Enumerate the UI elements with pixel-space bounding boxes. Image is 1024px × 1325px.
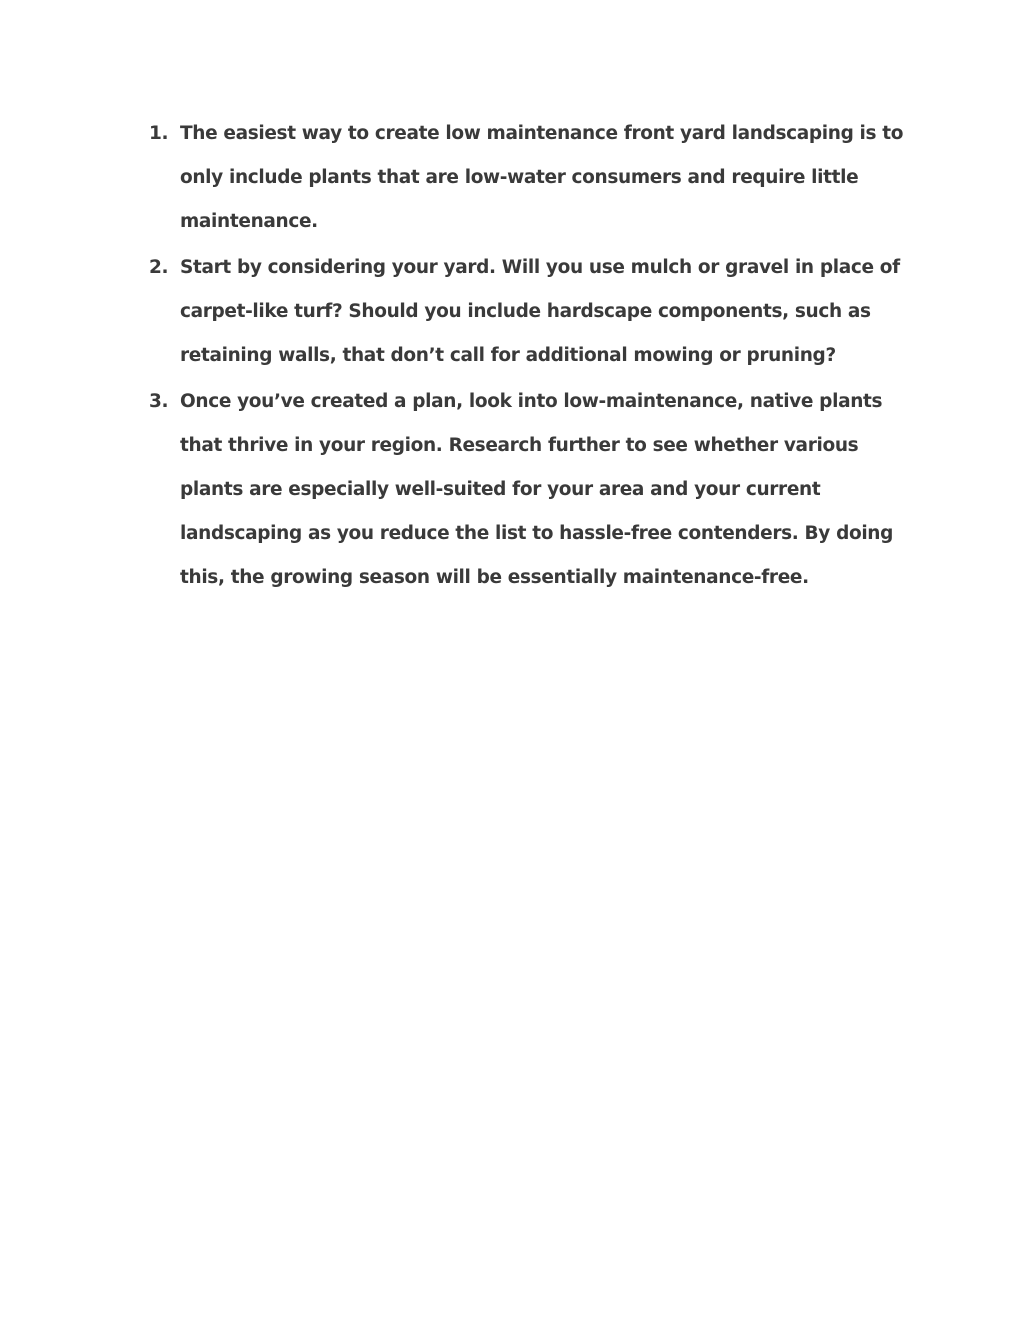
list-item-text: Once you’ve created a plan, look into low-maintenance, native plants that thrive in your region. Research further to see whether various plants are especially well-suited for your area and your current landscaping as you reduce the list to hassle-free contenders. By doing this, the growing season will be essentially maintenance-free. [180, 391, 894, 588]
list-item-number: 1. [149, 123, 169, 144]
list-item [149, 246, 909, 378]
list-item [149, 112, 909, 244]
list-item-number: 3. [149, 391, 169, 412]
list-item-number: 2. [149, 257, 169, 278]
list-item [149, 380, 909, 600]
list-item-text: The easiest way to create low maintenance front yard landscaping is to only include plants that are low-water consumers and require little maintenance. [180, 123, 904, 232]
list-item-text: Start by considering your yard. Will you use mulch or gravel in place of carpet-like turf? Should you include hardscape components, such as retaining walls, that don’t call for additional mowing or pruning? [180, 257, 900, 366]
numbered-list [149, 112, 909, 602]
